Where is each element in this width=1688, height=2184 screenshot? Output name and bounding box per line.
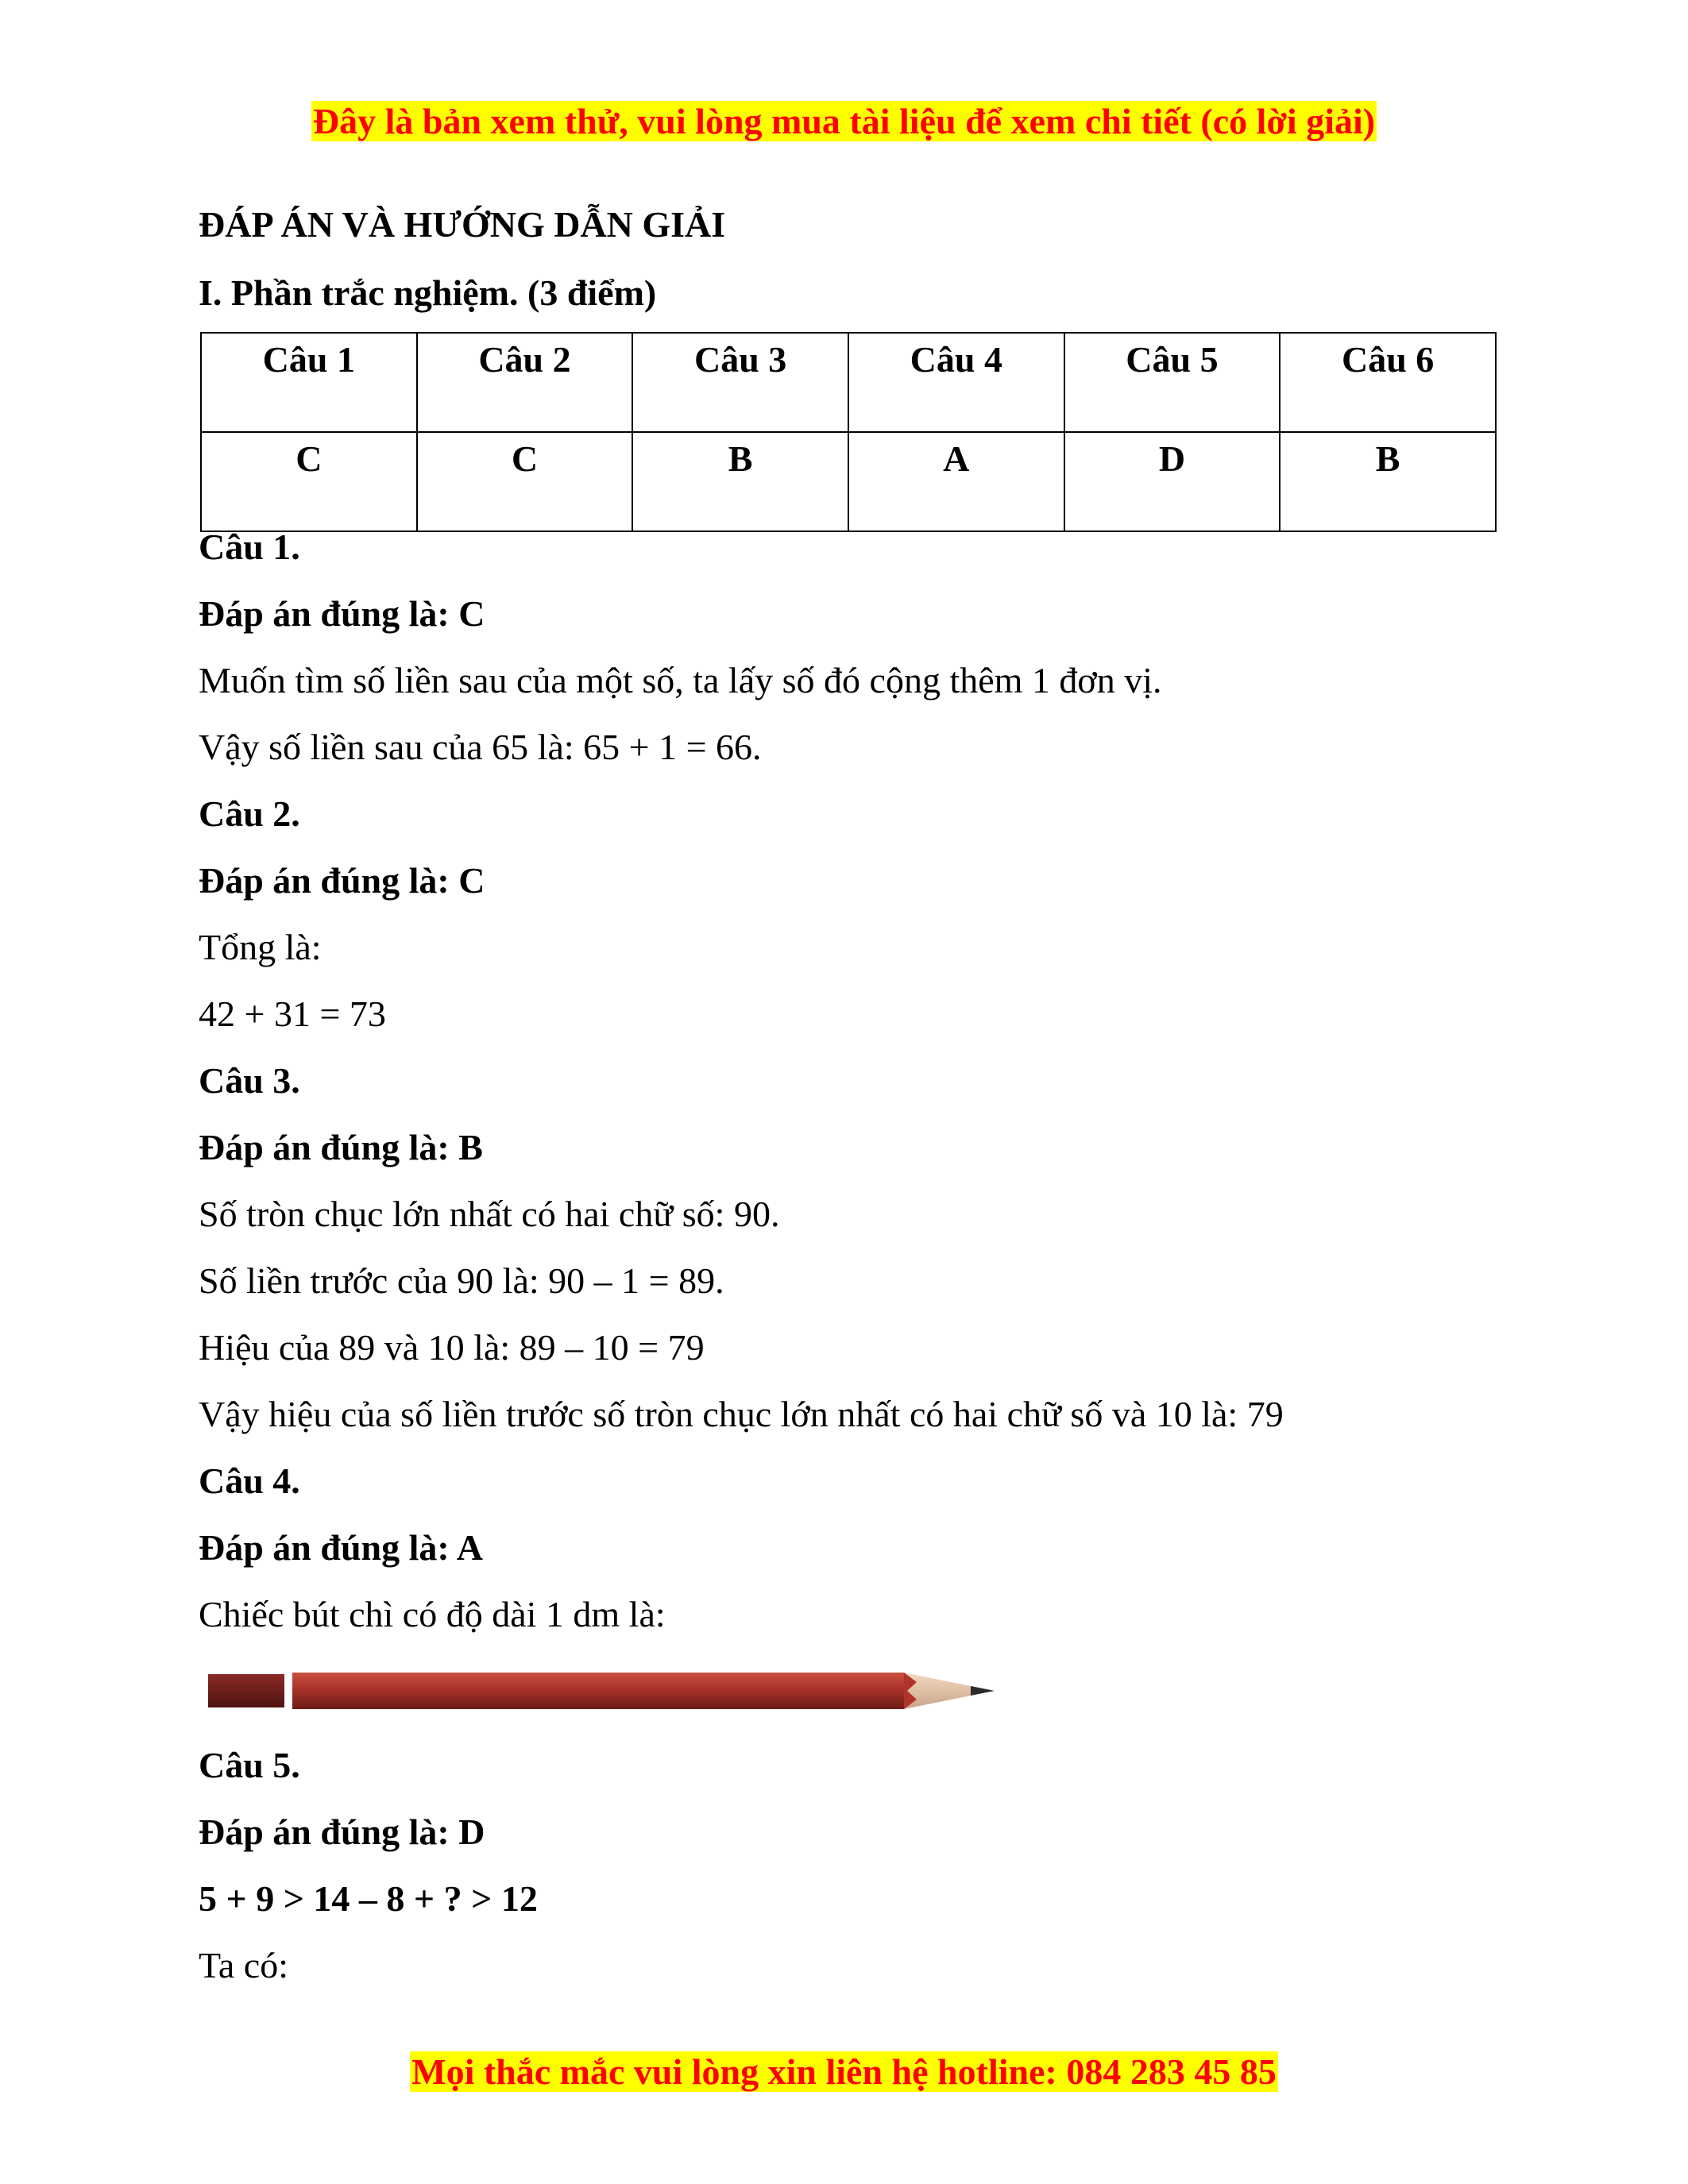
q5-expression: 5 + 9 > 14 – 8 + ? > 12 [199, 1878, 538, 1919]
page-title: ĐÁP ÁN VÀ HƯỚNG DẪN GIẢI [199, 204, 726, 245]
q2-explanation-line: 42 + 31 = 73 [199, 994, 386, 1034]
q1-explanation-line: Muốn tìm số liền sau của một số, ta lấy số đó cộng thêm 1 đơn vị. [199, 660, 1162, 700]
answer-cell: B [632, 432, 848, 531]
q3-explanation-line: Hiệu của 89 và 10 là: 89 – 10 = 79 [199, 1327, 705, 1368]
hotline-notice [0, 2052, 1688, 2092]
answer-cell: C [417, 432, 633, 531]
q5-answer: Đáp án đúng là: D [199, 1812, 485, 1852]
q2-answer: Đáp án đúng là: C [199, 860, 485, 901]
answer-table [200, 332, 1497, 532]
header-cell: Câu 4 [848, 333, 1064, 432]
q3-explanation-line: Số liền trước của 90 là: 90 – 1 = 89. [199, 1260, 724, 1301]
answer-cell: C [201, 432, 417, 531]
answer-cell: D [1064, 432, 1280, 531]
q5-explanation-line: Ta có: [199, 1945, 289, 1985]
q4-answer: Đáp án đúng là: A [199, 1527, 483, 1568]
answer-table-answer-row [201, 432, 1496, 531]
pencil-end [208, 1674, 284, 1707]
q1-label: Câu 1. [199, 527, 300, 567]
header-cell: Câu 1 [201, 333, 417, 432]
q3-explanation-line: Số tròn chục lớn nhất có hai chữ số: 90. [199, 1194, 780, 1234]
q3-answer: Đáp án đúng là: B [199, 1127, 483, 1167]
q2-explanation-line: Tổng là: [199, 927, 322, 967]
q2-label: Câu 2. [199, 793, 300, 834]
answer-table-header-row [201, 333, 1496, 432]
q5-label: Câu 5. [199, 1745, 300, 1785]
pencil-lead [971, 1686, 995, 1696]
section-heading: I. Phần trắc nghiệm. (3 điểm) [199, 272, 657, 313]
q4-explanation-line: Chiếc bút chì có độ dài 1 dm là: [199, 1594, 666, 1634]
pencil-tip-wood [904, 1673, 971, 1709]
answer-cell: B [1280, 432, 1496, 531]
preview-notice [0, 102, 1688, 141]
q3-label: Câu 3. [199, 1060, 300, 1101]
answer-cell: A [848, 432, 1064, 531]
q3-explanation-line: Vậy hiệu của số liền trước số tròn chục lớn nhất có hai chữ số và 10 là: 79 [199, 1394, 1284, 1434]
pencil-image [208, 1666, 1001, 1714]
q1-answer: Đáp án đúng là: C [199, 593, 485, 634]
header-cell: Câu 6 [1280, 333, 1496, 432]
header-cell: Câu 3 [632, 333, 848, 432]
header-cell: Câu 2 [417, 333, 633, 432]
preview-notice-text: Đây là bản xem thử, vui lòng mua tài liệu để xem chi tiết (có lời giải) [312, 101, 1376, 141]
header-cell: Câu 5 [1064, 333, 1280, 432]
q4-label: Câu 4. [199, 1461, 300, 1501]
q1-explanation-line: Vậy số liền sau của 65 là: 65 + 1 = 66. [199, 727, 762, 767]
pencil-body [292, 1673, 904, 1709]
hotline-notice-text: Mọi thắc mắc vui lòng xin liên hệ hotline: 084 283 45 85 [411, 2051, 1277, 2092]
